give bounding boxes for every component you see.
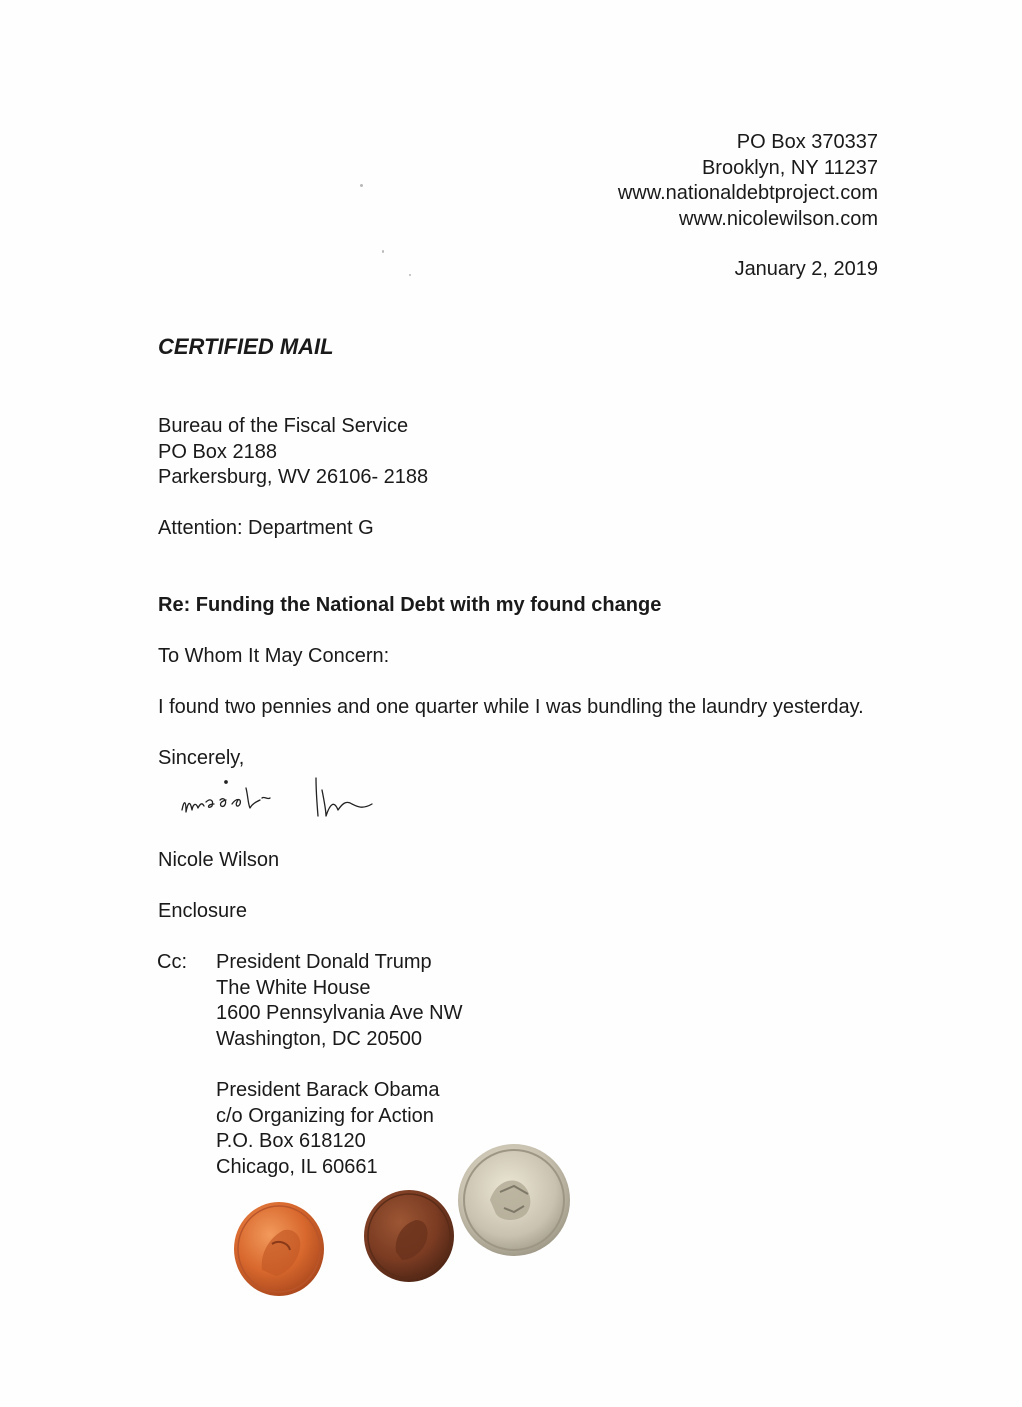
scan-speck	[360, 184, 363, 187]
cc-2-line-4: Chicago, IL 60661	[216, 1155, 378, 1178]
sender-website-2: www.nicolewilson.com	[679, 207, 878, 230]
sender-website-1: www.nationaldebtproject.com	[617, 182, 878, 204]
cc-2-line-3: P.O. Box 618120	[216, 1130, 366, 1152]
penny-icon	[232, 1200, 326, 1298]
subject-text: Re: Funding the National Debt with my found change	[158, 594, 662, 616]
scan-speck	[409, 274, 411, 276]
sender-po-box: PO Box 370337	[736, 131, 878, 153]
handwritten-signature	[176, 770, 396, 830]
salutation-text: To Whom It May Concern:	[158, 645, 390, 667]
cc-recipient-1	[216, 950, 462, 1052]
cc-1-line-4: Washington, DC 20500	[216, 1027, 423, 1050]
salutation	[158, 644, 389, 670]
cc-recipient-2	[216, 1078, 439, 1180]
recipient-address	[158, 414, 428, 491]
penny-icon	[362, 1188, 456, 1284]
closing-text: Sincerely,	[158, 747, 245, 769]
cc-2-line-2: c/o Organizing for Action	[216, 1104, 434, 1127]
recipient-name: Bureau of the Fiscal Service	[158, 415, 409, 437]
cc-1-line-2: The White House	[216, 976, 371, 999]
quarter-icon	[456, 1142, 572, 1258]
attention-line	[158, 516, 374, 542]
enclosure-note	[158, 899, 247, 925]
cc-1-line-3: 1600 Pennsylvania Ave NW	[216, 1002, 463, 1024]
letter-body	[158, 695, 864, 721]
signer-name	[158, 848, 279, 874]
cc-1-line-1: President Donald Trump	[216, 951, 432, 973]
body-text: I found two pennies and one quarter while I was bundling the laundry yesterday.	[158, 696, 864, 718]
letter-date: January 2, 2019	[734, 258, 878, 280]
signer-name-text: Nicole Wilson	[158, 849, 280, 871]
certified-mail-heading: CERTIFIED MAIL	[158, 334, 334, 359]
recipient-city: Parkersburg, WV 26106- 2188	[158, 466, 429, 488]
recipient-po-box: PO Box 2188	[158, 440, 277, 463]
enclosure-text: Enclosure	[158, 900, 247, 922]
cc-2-line-1: President Barack Obama	[216, 1079, 440, 1101]
sender-address	[618, 130, 878, 232]
subject-line	[158, 593, 661, 619]
attention-text: Attention: Department G	[158, 517, 374, 539]
closing	[158, 746, 244, 772]
cc-label: Cc:	[157, 951, 187, 973]
sender-city: Brooklyn, NY 11237	[701, 156, 878, 179]
scan-speck	[382, 250, 384, 253]
